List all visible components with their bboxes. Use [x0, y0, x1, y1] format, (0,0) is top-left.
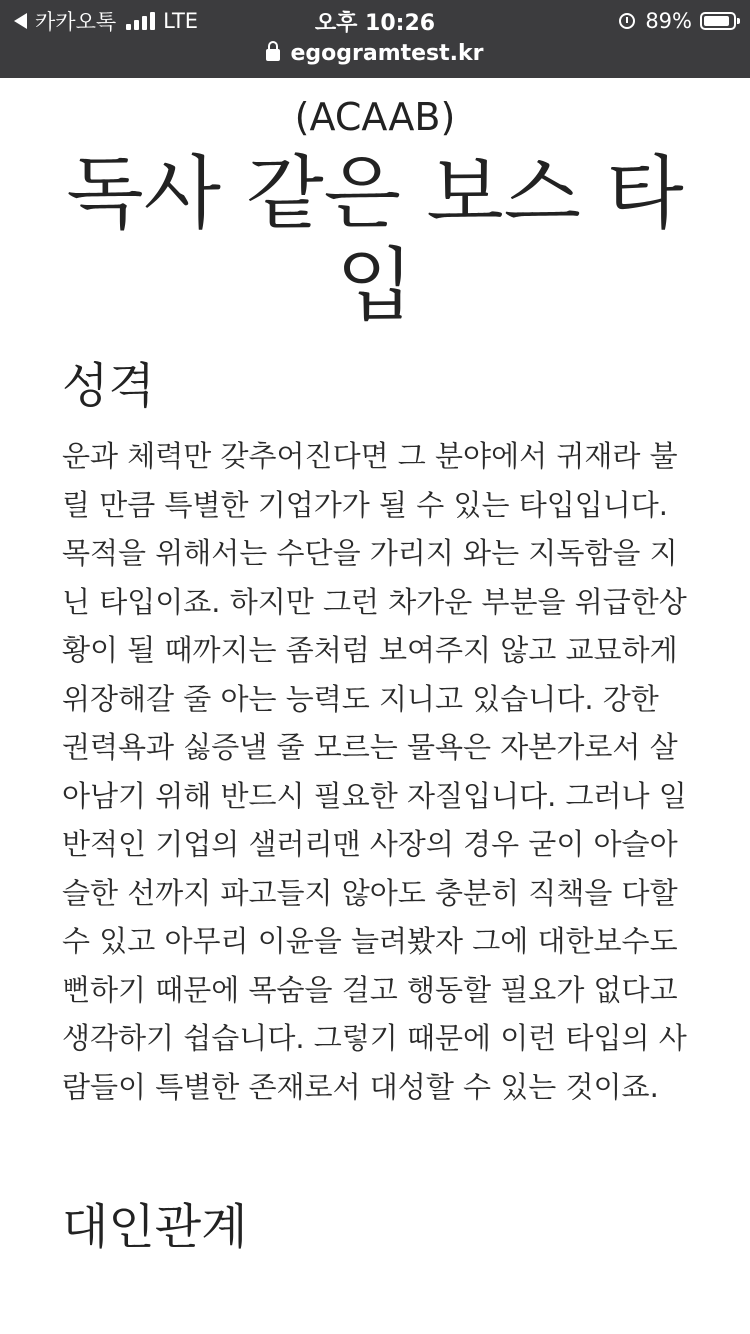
- status-right: [619, 8, 736, 34]
- lock-icon: [266, 49, 280, 61]
- personality-text: 운과 체력만 갖추어진다면 그 분야에서 귀재라 불릴 만큼 특별한 기업가가 될 수 있는 타입입니다. 목적을 위해서는 수단을 가리지 와는 지독함을 지닌 타입이죠. 하지만 그런 차가운 부분을 위급한상황이 될 때까지는 좀처럼 보여주지 않고 교묘하게 위장해갈 줄 아는 능력도 지니고 있습니다. 강한 권력욕과 싫증낼 줄 모르는 물욕은 자본가로서 살아남기 위해 반드시 필요한 자질입니다. 그러나 일반적인 기업의 샐러리맨 사장의 경우 굳이 아슬아슬한 선까지 파고들지 않아도 충분히 직책을 다할 수 있고 아무리 이윤을 늘려봤자 그에 대한보수도 뻔하기 때문에 목숨을 걸고 행동할 필요가 없다고 생각하기 쉽습니다. 그렇기 때문에 이런 타입의 사람들이 특별한 존재로서 대성할 수 있는 것이죠.: [62, 439, 687, 1104]
- section-heading-relationships: 대인관계: [62, 1199, 248, 1255]
- battery-icon: [700, 12, 736, 30]
- section-heading-personality: 성격: [62, 358, 155, 414]
- network-type: LTE: [163, 9, 199, 33]
- page-content: [0, 78, 750, 1257]
- status-time: 오후 10:26: [314, 11, 436, 36]
- browser-top-bar: [0, 0, 750, 78]
- alarm-clock-icon: [619, 13, 635, 29]
- type-title: 독사 같은 보스 타입: [66, 147, 684, 332]
- type-code: (ACAAB): [294, 95, 456, 139]
- back-app-label[interactable]: 카카오톡: [35, 10, 117, 34]
- battery-percent: 89%: [645, 9, 692, 33]
- battery-fill: [704, 16, 729, 26]
- url-text[interactable]: egogramtest.kr: [290, 40, 484, 66]
- url-bar[interactable]: [0, 38, 750, 68]
